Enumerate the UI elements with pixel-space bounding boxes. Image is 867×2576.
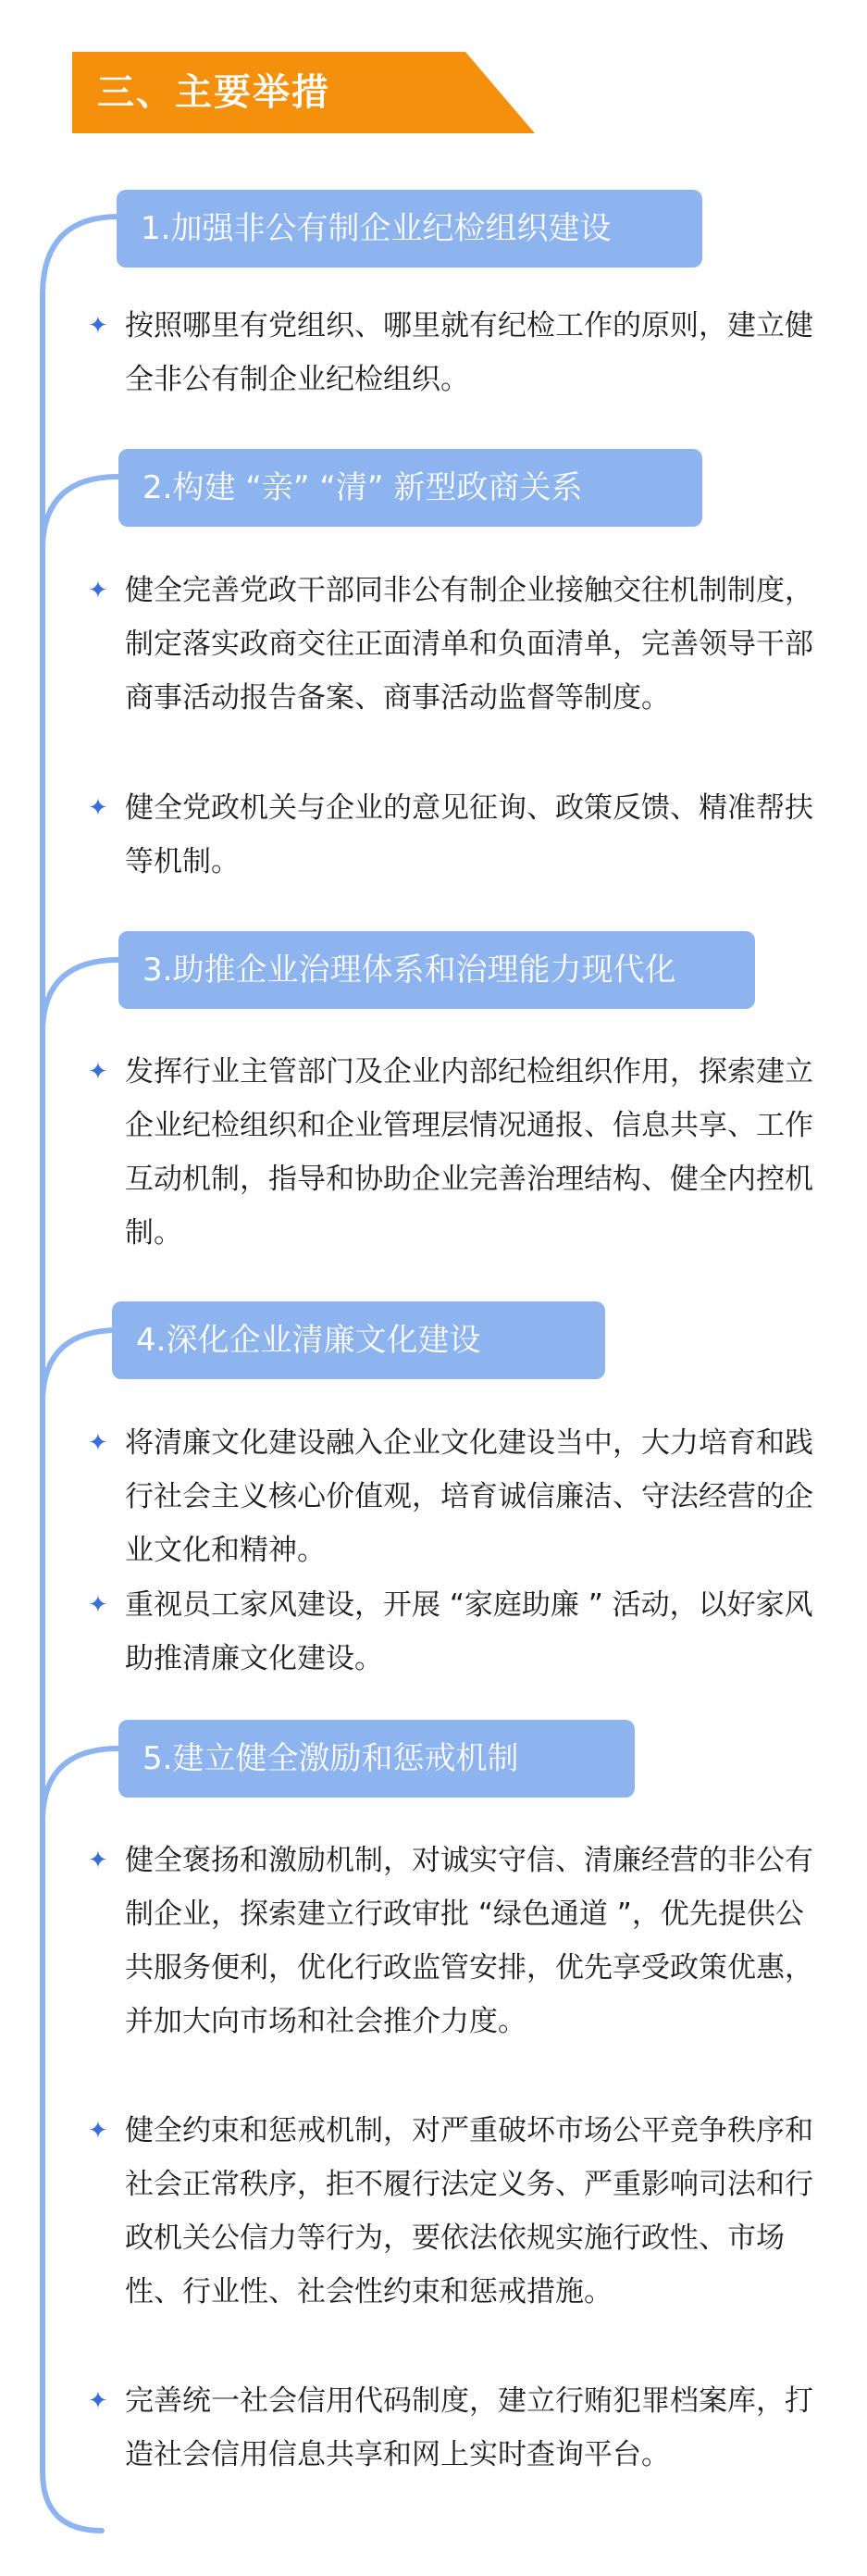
list-item [88, 1834, 828, 2048]
list-item [88, 1416, 828, 1577]
star-bullet-icon: ✦ [88, 2117, 108, 2145]
page-title: 三、主要举措 [97, 71, 330, 114]
list-item [88, 2104, 828, 2319]
list-item-text: 健全党政机关与企业的意见征询、政策反馈、精准帮扶等机制。 [125, 791, 813, 878]
list-item-text: 健全完善党政干部同非公有制企业接触交往机制制度，制定落实政商交往正面清单和负面清单，完善领导干部商事活动报告备案、商事活动监督等制度。 [125, 574, 813, 715]
list-item-text: 健全约束和惩戒机制，对严重破坏市场公平竞争秩序和社会正常秩序，拒不履行法定义务、严重影响司法和行政机关公信力等行为，要依法依规实施行政性、市场性、行业性、社会性约束和惩戒措施。 [125, 2114, 813, 2308]
list-item-text: 健全褒扬和激励机制，对诚实守信、清廉经营的非公有制企业，探索建立行政审批 “绿色通道 ”，优先提供公共服务便利，优化行政监管安排，优先享受政策优惠，并加大向市场和社会推介力度。 [125, 1844, 813, 2038]
section-title-2: 2.构建 “亲” “清” 新型政商关系 [118, 449, 702, 527]
list-item-text: 发挥行业主管部门及企业内部纪检组织作用，探索建立企业纪检组织和企业管理层情况通报、信息共享、工作互动机制，指导和协助企业完善治理结构、健全内控机制。 [125, 1055, 813, 1250]
star-bullet-icon: ✦ [88, 1058, 108, 1086]
list-item-text: 完善统一社会信用代码制度，建立行贿犯罪档案库，打造社会信用信息共享和网上实时查询平台。 [125, 2384, 813, 2471]
list-item [88, 1045, 828, 1260]
star-bullet-icon: ✦ [88, 1847, 108, 1874]
star-bullet-icon: ✦ [88, 1591, 108, 1619]
star-bullet-icon: ✦ [88, 2387, 108, 2415]
list-item-text: 按照哪里有党组织、哪里就有纪检工作的原则，建立健全非公有制企业纪检组织。 [125, 309, 813, 396]
list-item [88, 781, 828, 889]
list-item-text: 将清廉文化建设融入企业文化建设当中，大力培育和践行社会主义核心价值观，培育诚信廉洁、守法经营的企业文化和精神。 [125, 1426, 813, 1567]
star-bullet-icon: ✦ [88, 794, 108, 822]
list-item [88, 299, 828, 406]
list-item [88, 564, 828, 725]
section-title-4: 4.深化企业清廉文化建设 [112, 1301, 605, 1379]
list-item-text: 重视员工家风建设，开展 “家庭助廉 ” 活动，以好家风助推清廉文化建设。 [125, 1588, 813, 1675]
star-bullet-icon: ✦ [88, 577, 108, 604]
section-title-5: 5.建立健全激励和惩戒机制 [118, 1720, 635, 1798]
list-item [88, 1578, 828, 1686]
section-title-1: 1.加强非公有制企业纪检组织建设 [117, 190, 702, 268]
star-bullet-icon: ✦ [88, 312, 108, 340]
section-title-3: 3.助推企业治理体系和治理能力现代化 [118, 931, 755, 1009]
list-item [88, 2374, 828, 2482]
star-bullet-icon: ✦ [88, 1429, 108, 1457]
